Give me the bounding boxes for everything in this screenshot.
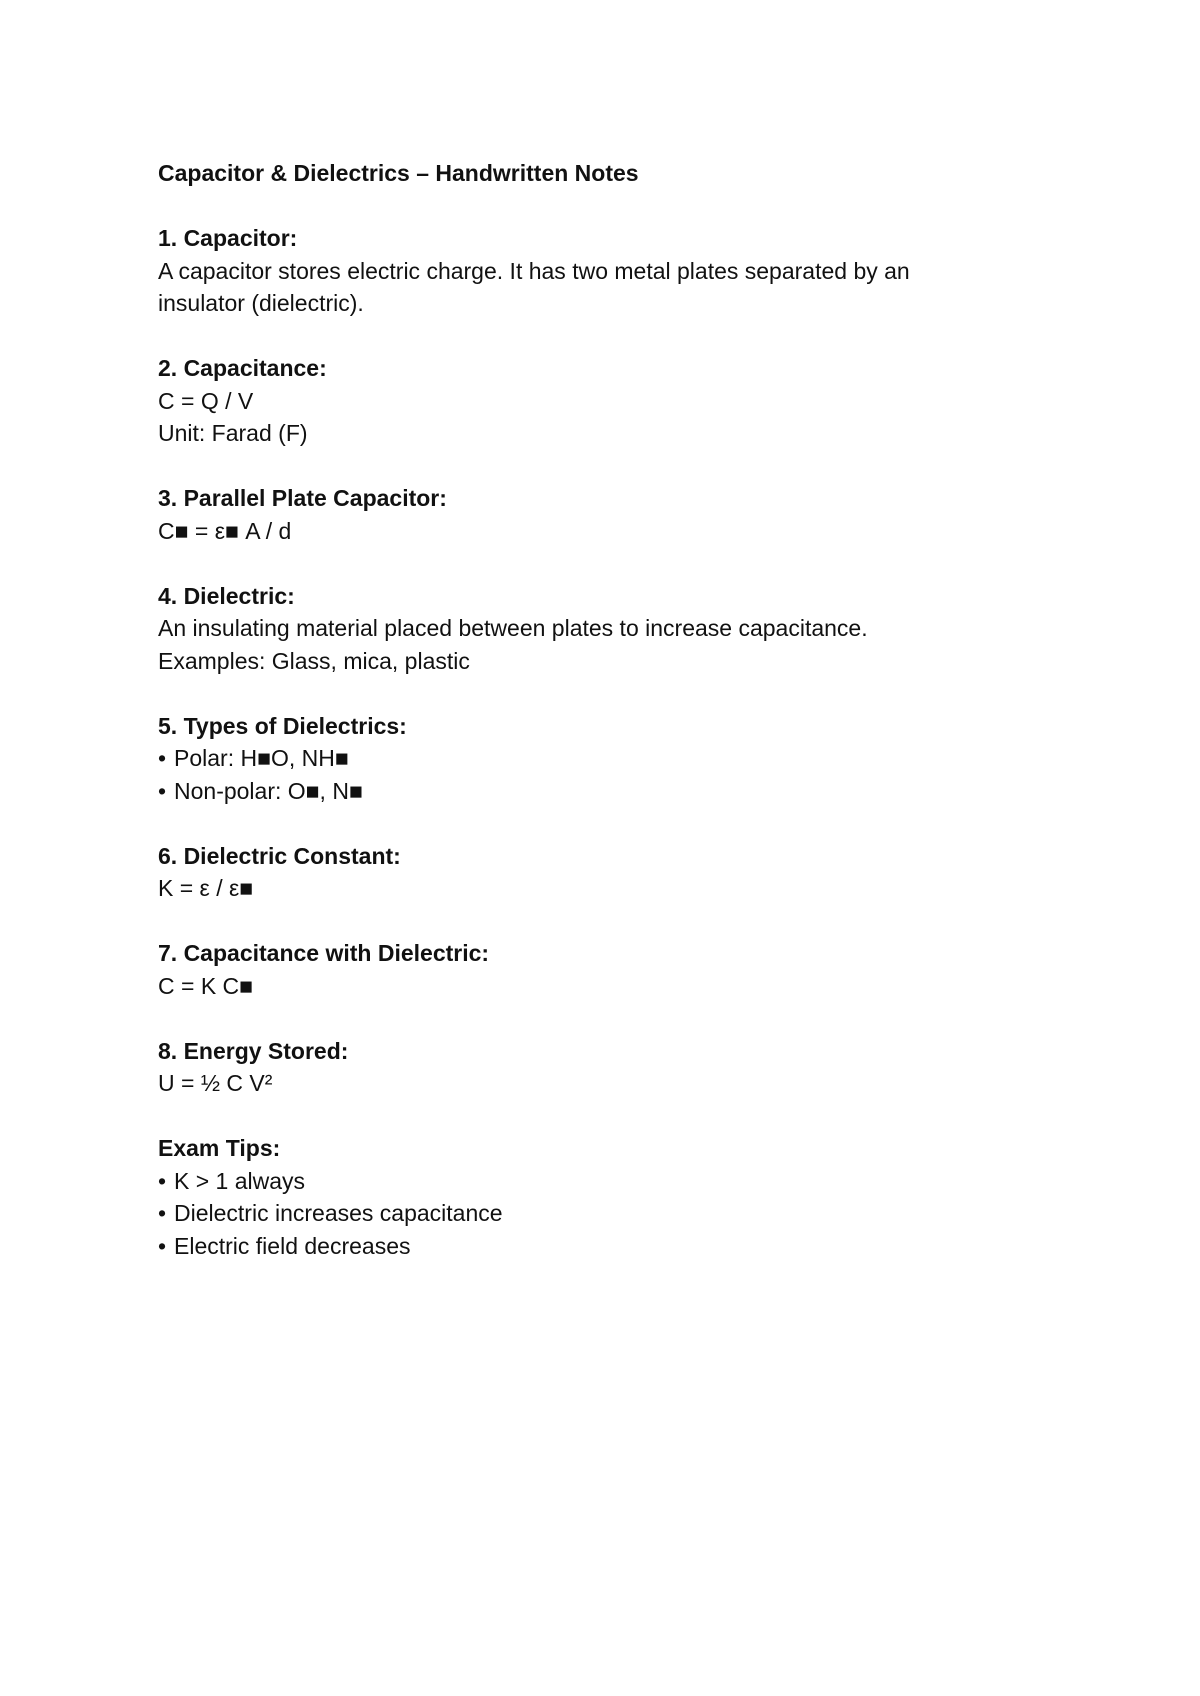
bullet-item bbox=[158, 1197, 1058, 1230]
section-heading: 7. Capacitance with Dielectric: bbox=[158, 940, 490, 966]
document-title: Capacitor & Dielectrics – Handwritten Notes bbox=[158, 160, 639, 186]
formula-line: C = Q / V bbox=[158, 387, 254, 414]
document-content bbox=[158, 157, 1058, 1295]
bullet-text: Non-polar: O■, N■ bbox=[174, 777, 363, 804]
formula-line: K = ε / ε■ bbox=[158, 875, 254, 901]
section-capacitance bbox=[158, 352, 1058, 450]
bullet-icon: • bbox=[158, 1200, 167, 1226]
section-line: A capacitor stores electric charge. It has two metal plates separated by an bbox=[158, 257, 910, 284]
section-types-of-dielectrics bbox=[158, 710, 1058, 808]
bullet-item bbox=[158, 775, 1058, 808]
section-heading: 6. Dielectric Constant: bbox=[158, 842, 401, 869]
section-line: An insulating material placed between plates to increase capacitance. bbox=[158, 615, 868, 641]
formula-line: U = ½ C V² bbox=[158, 1070, 273, 1096]
section-heading: 5. Types of Dielectrics: bbox=[158, 712, 407, 739]
section-heading: Exam Tips: bbox=[158, 1135, 281, 1161]
section-heading: 8. Energy Stored: bbox=[158, 1037, 349, 1064]
section-energy-stored bbox=[158, 1035, 1058, 1100]
bullet-text: Dielectric increases capacitance bbox=[174, 1200, 503, 1226]
section-dielectric bbox=[158, 580, 1058, 678]
formula-line: C = K C■ bbox=[158, 972, 254, 999]
section-line: Unit: Farad (F) bbox=[158, 420, 308, 446]
section-line: insulator (dielectric). bbox=[158, 290, 364, 316]
bullet-icon: • bbox=[158, 1167, 167, 1194]
section-parallel-plate-capacitor bbox=[158, 482, 1058, 547]
bullet-icon: • bbox=[158, 1232, 167, 1259]
bullet-item bbox=[158, 1230, 1058, 1263]
bullet-item bbox=[158, 742, 1058, 775]
bullet-icon: • bbox=[158, 777, 167, 804]
bullet-item bbox=[158, 1165, 1058, 1198]
bullet-text: Polar: H■O, NH■ bbox=[174, 745, 349, 771]
section-line: Examples: Glass, mica, plastic bbox=[158, 647, 470, 674]
section-heading: 4. Dielectric: bbox=[158, 582, 295, 609]
section-heading: 2. Capacitance: bbox=[158, 355, 327, 381]
section-capacitance-with-dielectric bbox=[158, 937, 1058, 1002]
section-dielectric-constant bbox=[158, 840, 1058, 905]
bullet-text: K > 1 always bbox=[174, 1167, 306, 1194]
bullet-icon: • bbox=[158, 745, 167, 771]
section-heading: 1. Capacitor: bbox=[158, 225, 298, 251]
formula-line: C■ = ε■ A / d bbox=[158, 517, 292, 544]
section-capacitor bbox=[158, 222, 1058, 320]
section-heading: 3. Parallel Plate Capacitor: bbox=[158, 485, 447, 511]
section-exam-tips bbox=[158, 1132, 1058, 1262]
bullet-text: Electric field decreases bbox=[174, 1232, 411, 1259]
